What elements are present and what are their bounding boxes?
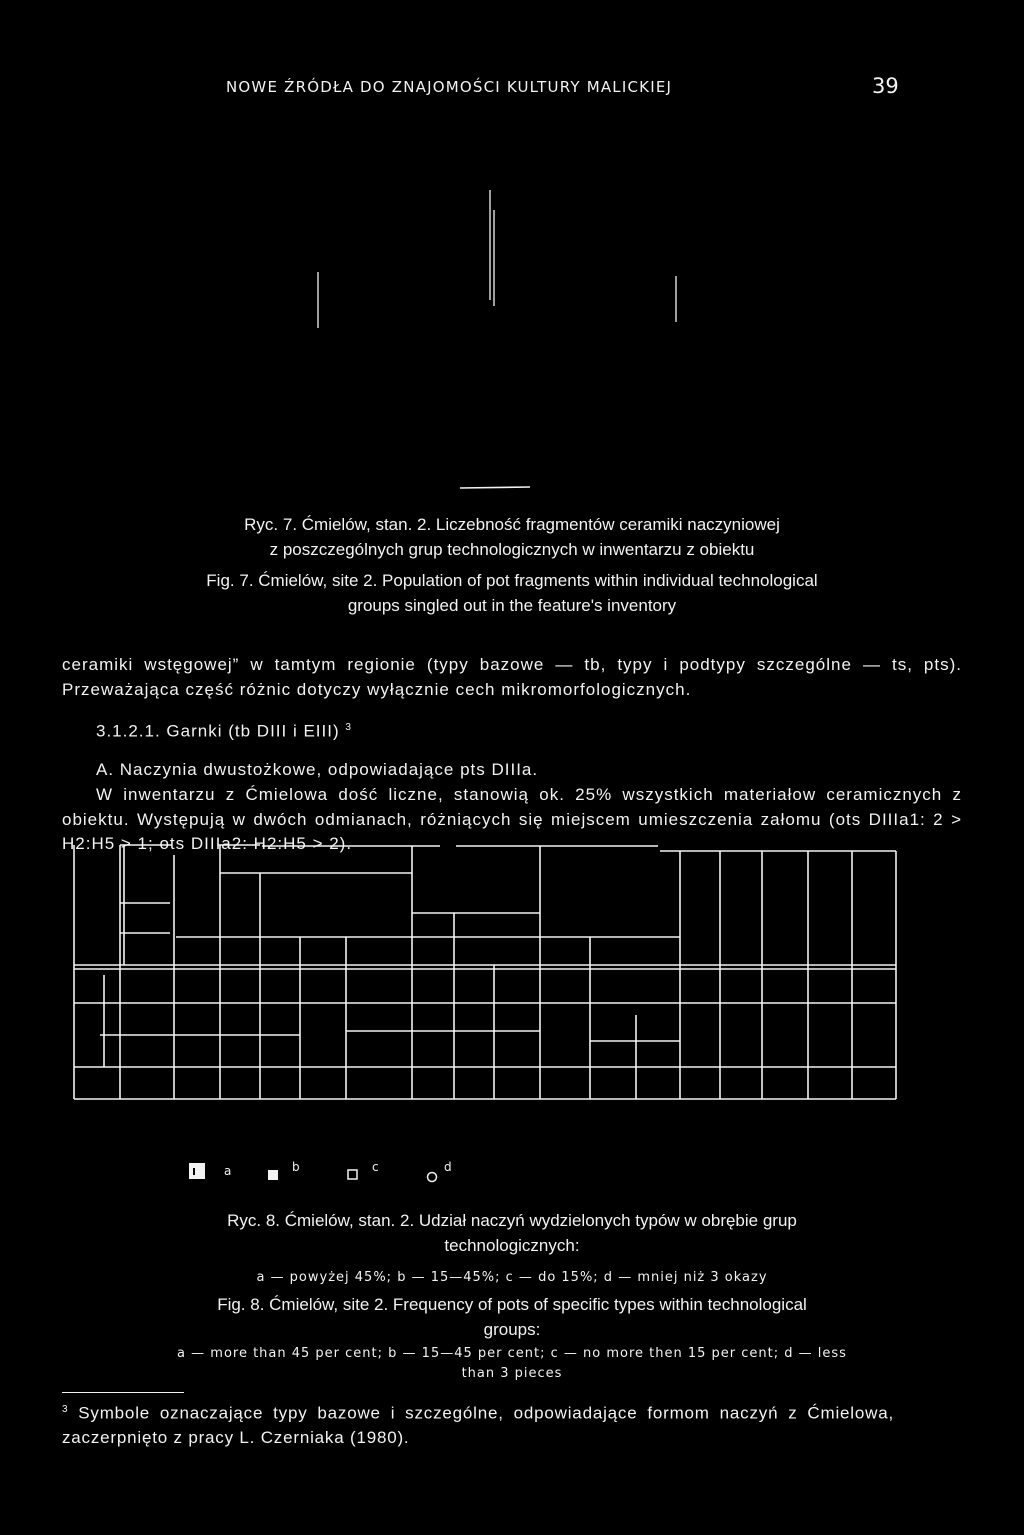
- legend-swatch-b: [266, 1168, 280, 1182]
- legend-swatch-c: [346, 1168, 360, 1182]
- paragraph: A. Naczynia dwustożkowe, odpowiadające pts DIIIa.: [96, 760, 539, 780]
- figure-8-caption-pl: [64, 1208, 960, 1288]
- figure-7-caption-pl: [64, 512, 960, 562]
- footnote-text: Symbole oznaczające typy bazowe i szczególne, odpowiadające formom naczyń z Ćmielowa, zaczerpnięto z pracy L. Czerniaka (1980).: [62, 1403, 894, 1447]
- caption-legend-line: a — powyżej 45%; b — 15—45%; c — do 15%; d — mniej niż 3 okazy: [256, 1270, 768, 1285]
- legend-label-d: d: [444, 1160, 452, 1174]
- footnote-ref: 3: [345, 722, 352, 734]
- legend-swatch-a: [188, 1162, 208, 1182]
- legend-label-c: c: [372, 1160, 379, 1174]
- caption-line: Ryc. 7. Ćmielów, stan. 2. Liczebność fragmentów ceramiki naczyniowej: [244, 515, 780, 534]
- paragraph: W inwentarzu z Ćmielowa dość liczne, stanowią ok. 25% wszystkich materiałow ceramicznych z obiektu. Występują w dwóch odmianach, różniących się miejscem umieszczenia załomu (ots DIIIa1: 2 > H2:H5 > 1; ots DIIIa2: H2:H5 > 2).: [62, 785, 962, 854]
- caption-line: Fig. 7. Ćmielów, site 2. Population of pot fragments within individual technological: [206, 571, 818, 590]
- figure-8-grid: [0, 815, 1024, 1115]
- caption-line: z poszczególnych grup technologicznych w inwentarzu z obiektu: [269, 540, 755, 559]
- caption-line: groups singled out in the feature's inventory: [347, 596, 677, 615]
- figure-7-baseline: [460, 487, 530, 488]
- page-number: 39: [872, 74, 899, 98]
- paragraph: ceramiki wstęgowej” w tamtym regionie (typy bazowe — tb, typy i podtypy szczególne — ts, pts). Przeważająca część różnic dotyczy wyłącznie cech mikromorfologicznych.: [62, 655, 962, 699]
- figure-8-legend: [188, 1158, 528, 1186]
- footnote: [62, 1398, 894, 1450]
- figure-7-caption-en: [64, 568, 960, 618]
- caption-line: Fig. 8. Ćmielów, site 2. Frequency of pots of specific types within technological: [217, 1295, 807, 1314]
- figure-7-chart: [0, 180, 1024, 500]
- figure-8-caption-en: [64, 1292, 960, 1384]
- section-heading-text: 3.1.2.1. Garnki (tb DIII i EIII): [96, 721, 340, 741]
- legend-swatch-d: [426, 1170, 440, 1184]
- footnote-text-block: [62, 1398, 894, 1450]
- legend-label-a: a: [224, 1164, 232, 1178]
- footnote-marker: 3: [62, 1404, 69, 1415]
- caption-line: groups:: [483, 1320, 541, 1339]
- footnote-rule: [62, 1392, 184, 1393]
- running-title: NOWE ŹRÓDŁA DO ZNAJOMOŚCI KULTURY MALICKIEJ: [226, 78, 673, 96]
- caption-legend-line: a — more than 45 per cent; b — 15—45 per cent; c — no more then 15 per cent; d — less: [177, 1346, 847, 1361]
- caption-line: technologicznych:: [444, 1236, 580, 1255]
- legend-label-b: b: [292, 1160, 300, 1174]
- caption-legend-line: than 3 pieces: [461, 1366, 563, 1381]
- section-heading: [62, 716, 962, 744]
- caption-line: Ryc. 8. Ćmielów, stan. 2. Udział naczyń wydzielonych typów w obrębie grup: [227, 1211, 797, 1230]
- running-header: [0, 76, 1024, 100]
